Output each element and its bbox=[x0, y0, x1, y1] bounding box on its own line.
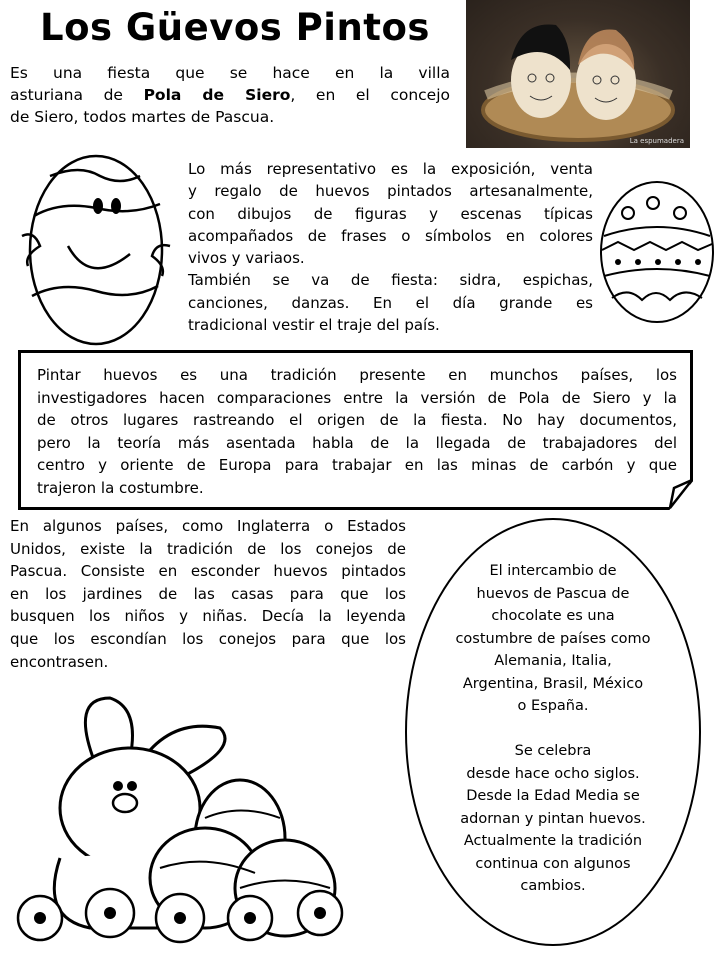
text-line: Se celebra bbox=[514, 743, 592, 759]
text-line: continua con algunos bbox=[475, 855, 631, 872]
text-line: chocolate es una bbox=[491, 608, 615, 624]
text-line: Alemania, Italia, bbox=[494, 653, 612, 669]
easter-bunny-paragraph bbox=[10, 515, 406, 673]
text-line: en los jardines de las casas para que los bbox=[10, 584, 406, 603]
text-line: El intercambio de bbox=[489, 563, 617, 579]
text-fragment: , en el concejo bbox=[290, 86, 451, 104]
bunny-with-eggs-drawing bbox=[0, 678, 380, 958]
smiling-egg-drawing bbox=[20, 146, 172, 348]
text-line: pero la teoría más asentada habla de la llegada de trabajadores del bbox=[37, 433, 677, 452]
text-fragment: asturiana de bbox=[10, 86, 144, 104]
text-line: acompañados de frases o símbolos en colores bbox=[188, 226, 593, 245]
eggs-in-basket-image bbox=[466, 0, 690, 148]
text-line: que los escondían los conejos para que los bbox=[10, 629, 406, 648]
text-line: o España. bbox=[517, 698, 589, 714]
text-line: y regalo de huevos pintados artesanalmente, bbox=[188, 182, 593, 201]
text-line: Argentina, Brasil, México bbox=[462, 675, 644, 692]
text-line: vivos y variaos. bbox=[188, 249, 305, 268]
text-line: cambios. bbox=[520, 878, 586, 894]
representative-paragraph bbox=[188, 158, 593, 336]
text-line bbox=[10, 84, 450, 106]
text-line: Actualmente la tradición bbox=[463, 833, 643, 849]
page-title: Los Güevos Pintos bbox=[40, 6, 430, 49]
text-line: adornan y pintan huevos. bbox=[460, 810, 646, 827]
text-line: En algunos países, como Inglaterra o Estados bbox=[10, 517, 406, 535]
decorated-egg-drawing bbox=[598, 178, 716, 324]
intro-paragraph bbox=[10, 62, 450, 128]
text-line: tradicional vestir el traje del país. bbox=[188, 316, 440, 335]
place-name-bold: Pola de Siero bbox=[143, 86, 291, 104]
text-line: canciones, danzas. En el día grande es bbox=[188, 293, 593, 312]
origin-paragraph bbox=[37, 364, 677, 500]
text-line: costumbre de países como bbox=[455, 630, 651, 647]
text-line: También se va de fiesta: sidra, espichas, bbox=[188, 271, 593, 290]
chocolate-eggs-text bbox=[420, 560, 686, 898]
text-line: de Siero, todos martes de Pascua. bbox=[10, 108, 275, 126]
text-line: desde hace ocho siglos. bbox=[466, 765, 640, 782]
text-line: busquen los niños y niñas. Decía la leyenda bbox=[10, 607, 406, 626]
text-line: encontrasen. bbox=[10, 652, 109, 671]
text-line: Lo más representativo es la exposición, venta bbox=[188, 160, 593, 178]
text-line: Pintar huevos es una tradición presente en munchos países, los bbox=[37, 366, 677, 384]
photo-watermark: La espumadera bbox=[629, 137, 684, 145]
text-line: huevos de Pascua de bbox=[476, 585, 630, 602]
text-line: con dibujos de figuras y escenas típicas bbox=[188, 204, 593, 223]
painted-eggs-photo bbox=[466, 0, 690, 148]
text-line: centro y oriente de Europa para trabajar en las minas de carbón y que bbox=[37, 456, 677, 475]
text-line: Es una fiesta que se hace en la villa bbox=[10, 64, 450, 82]
text-line: Pascua. Consiste en esconder huevos pintados bbox=[10, 562, 406, 581]
text-line: de otros lugares rastreando el origen de la fiesta. No hay documentos, bbox=[37, 411, 677, 430]
blank-line bbox=[420, 718, 686, 741]
text-line: Unidos, existe la tradición de los conejos de bbox=[10, 539, 406, 558]
text-line: Desde la Edad Media se bbox=[466, 788, 640, 804]
text-line: trajeron la costumbre. bbox=[37, 478, 204, 497]
text-line: investigadores hacen comparaciones entre la versión de Pola de Siero y la bbox=[37, 388, 677, 407]
